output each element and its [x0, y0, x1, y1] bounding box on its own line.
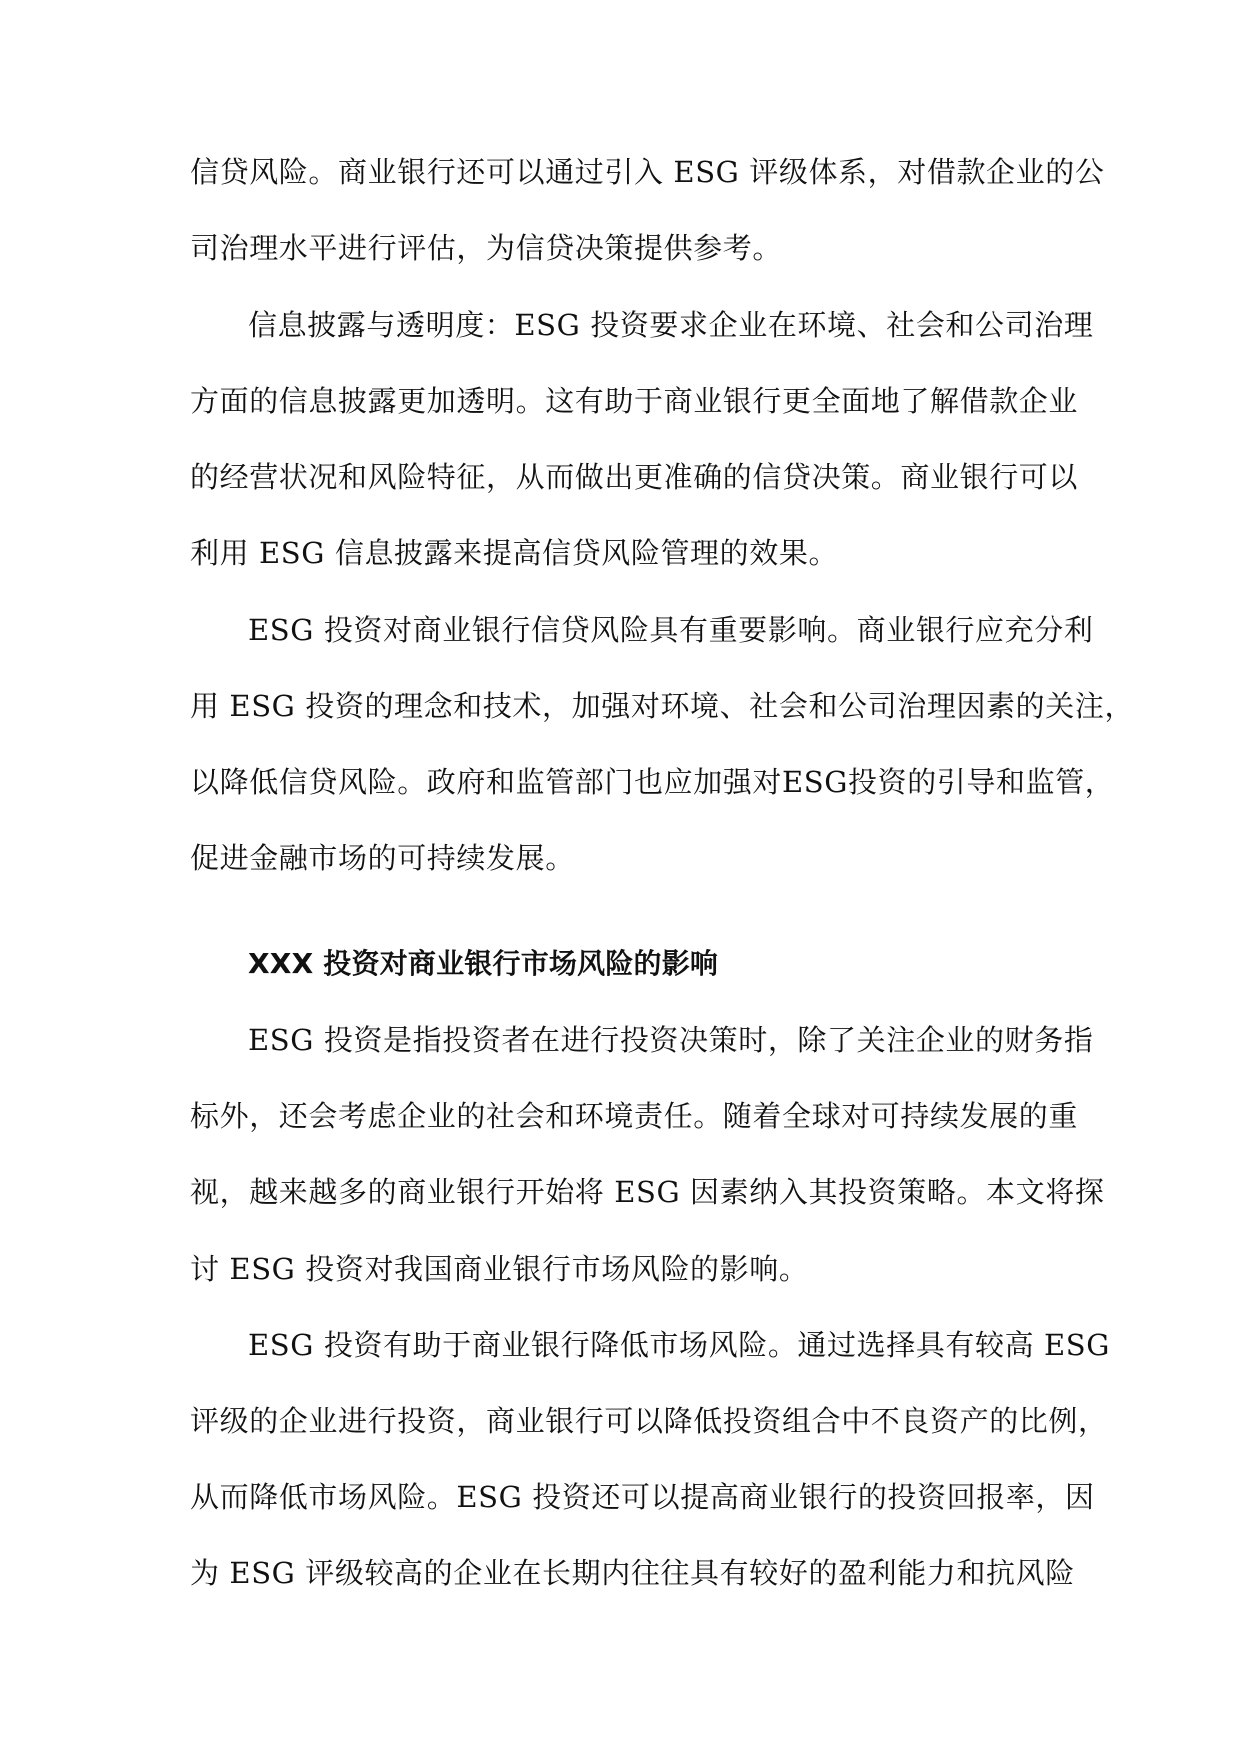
text-line: 信贷风险。商业银行还可以通过引入 ESG 评级体系，对借款企业的公: [190, 155, 1105, 189]
text-line: 利用 ESG 信息披露来提高信贷风险管理的效果。: [190, 536, 839, 570]
text-line: 以降低信贷风险。政府和监管部门也应加强对ESG投资的引导和监管，: [190, 765, 1115, 799]
text-line: 讨 ESG 投资对我国商业银行市场风险的影响。: [190, 1252, 809, 1286]
text-line: 视，越来越多的商业银行开始将 ESG 因素纳入其投资策略。本文将探: [190, 1175, 1105, 1209]
text-line: 用 ESG 投资的理念和技术，加强对环境、社会和公司治理因素的关注，: [190, 689, 1135, 723]
text-line: 从而降低市场风险。ESG 投资还可以提高商业银行的投资回报率，因: [190, 1480, 1095, 1514]
paragraph-start: 信息披露与透明度：ESG 投资要求企业在环境、社会和公司治理: [248, 308, 1094, 342]
paragraph-start: ESG 投资有助于商业银行降低市场风险。通过选择具有较高 ESG: [248, 1328, 1111, 1362]
text-line: 标外，还会考虑企业的社会和环境责任。随着全球对可持续发展的重: [190, 1099, 1079, 1133]
paragraph-start: ESG 投资是指投资者在进行投资决策时，除了关注企业的财务指: [248, 1023, 1094, 1057]
text-line: 为 ESG 评级较高的企业在长期内往往具有较好的盈利能力和抗风险: [190, 1556, 1075, 1590]
text-line: 司治理水平进行评估，为信贷决策提供参考。: [190, 231, 783, 265]
text-line: 促进金融市场的可持续发展。: [190, 841, 575, 875]
text-line: 评级的企业进行投资，商业银行可以降低投资组合中不良资产的比例，: [190, 1404, 1108, 1438]
paragraph-start: ESG 投资对商业银行信贷风险具有重要影响。商业银行应充分利: [248, 613, 1094, 647]
text-line: 方面的信息披露更加透明。这有助于商业银行更全面地了解借款企业: [190, 384, 1079, 418]
section-heading: XXX 投资对商业银行市场风险的影响: [248, 947, 719, 980]
text-line: 的经营状况和风险特征，从而做出更准确的信贷决策。商业银行可以: [190, 460, 1079, 494]
